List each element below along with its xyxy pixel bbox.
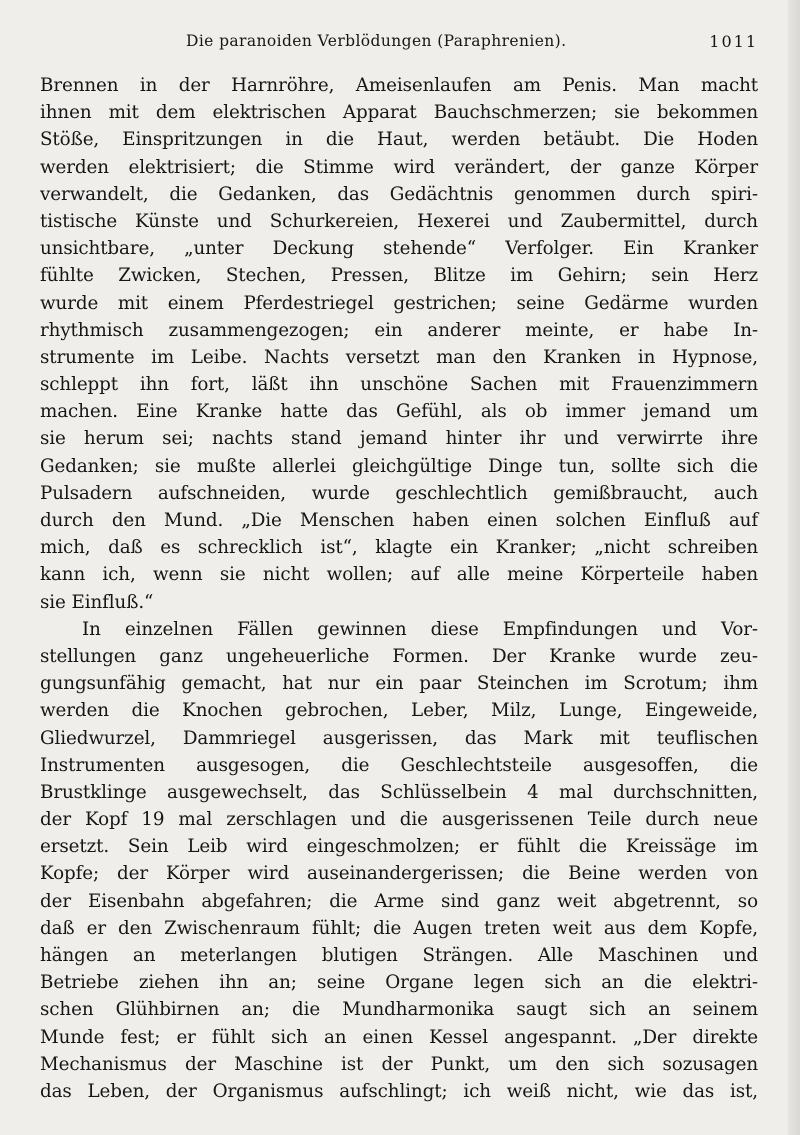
- text-line: rhythmisch zusammengezogen; ein anderer meinte, er habe In-: [40, 319, 758, 341]
- text-line: mich, daß es schrecklich ist“, klagte ein Kranker; „nicht schreiben: [40, 537, 758, 559]
- running-title: Die paranoiden Verblödungen (Paraphrenien).: [186, 32, 567, 50]
- text-line: werden die Knochen gebrochen, Leber, Milz, Lunge, Eingeweide,: [40, 700, 758, 722]
- text-line: schen Glühbirnen an; die Mundharmonika saugt sich an seinem: [40, 999, 758, 1021]
- text-line: ihnen mit dem elektrischen Apparat Bauchschmerzen; sie bekommen: [40, 102, 758, 124]
- text-line: der Kopf 19 mal zerschlagen und die ausgerissenen Teile durch neue: [40, 809, 758, 831]
- text-line: Betriebe ziehen ihn an; seine Organe legen sich an die elektri-: [40, 972, 758, 994]
- text-line: Mechanismus der Maschine ist der Punkt, um den sich sozusagen: [40, 1053, 758, 1075]
- text-line-paragraph-end: sie Einfluß.“: [40, 591, 154, 613]
- text-line: tistische Künste und Schurkereien, Hexerei und Zaubermittel, durch: [40, 210, 758, 232]
- text-line: der Eisenbahn abgefahren; die Arme sind ganz weit abgetrennt, so: [40, 890, 758, 912]
- text-line: Stöße, Einspritzungen in die Haut, werden betäubt. Die Hoden: [40, 129, 758, 151]
- body-text: [40, 72, 758, 1105]
- text-line: Gedanken; sie mußte allerlei gleichgültige Dinge tun, sollte sich die: [40, 455, 758, 477]
- text-line: stellungen ganz ungeheuerliche Formen. Der Kranke wurde zeu-: [40, 645, 758, 667]
- text-line: sie herum sei; nachts stand jemand hinter ihr und verwirrte ihre: [40, 428, 758, 450]
- text-line: Gliedwurzel, Dammriegel ausgerissen, das Mark mit teuflischen: [40, 727, 758, 749]
- text-line: fühlte Zwicken, Stechen, Pressen, Blitze im Gehirn; sein Herz: [40, 265, 758, 287]
- text-line: Brustklinge ausgewechselt, das Schlüsselbein 4 mal durchschnitten,: [40, 781, 758, 803]
- text-line: Munde fest; er fühlt sich an einen Kessel angespannt. „Der direkte: [40, 1026, 758, 1048]
- text-line: machen. Eine Kranke hatte das Gefühl, als ob immer jemand um: [40, 401, 758, 423]
- text-line: Instrumenten ausgesogen, die Geschlechtsteile ausgesoffen, die: [40, 754, 758, 776]
- text-line: Kopfe; der Körper wird auseinandergerissen; die Beine werden von: [40, 863, 758, 885]
- text-line: hängen an meterlangen blutigen Strängen. Alle Maschinen und: [40, 945, 758, 966]
- text-line: kann ich, wenn sie nicht wollen; auf alle meine Körperteile haben: [40, 564, 758, 586]
- text-line: durch den Mund. „Die Menschen haben einen solchen Einfluß auf: [40, 510, 758, 531]
- text-line: unsichtbare, „unter Deckung stehende“ Verfolger. Ein Kranker: [40, 238, 758, 260]
- text-line: schleppt ihn fort, läßt ihn unschöne Sachen mit Frauenzimmern: [40, 374, 758, 396]
- text-line: gungsunfähig gemacht, hat nur ein paar Steinchen im Scrotum; ihm: [40, 673, 758, 695]
- text-line: daß er den Zwischenraum fühlt; die Augen treten weit aus dem Kopfe,: [40, 917, 758, 939]
- page-number: 1011: [709, 32, 758, 51]
- text-line: Pulsadern aufschneiden, wurde geschlechtlich gemißbraucht, auch: [40, 482, 758, 504]
- text-line: strumente im Leibe. Nachts versetzt man den Kranken in Hypnose,: [40, 346, 758, 368]
- page-header: [40, 32, 758, 56]
- text-line-paragraph-start: In einzelnen Fällen gewinnen diese Empfindungen und Vor-: [82, 618, 758, 640]
- text-line: das Leben, der Organismus aufschlingt; ich weiß nicht, wie das ist,: [40, 1080, 758, 1102]
- text-line: werden elektrisiert; die Stimme wird verändert, der ganze Körper: [40, 156, 758, 178]
- text-line: verwandelt, die Gedanken, das Gedächtnis genommen durch spiri-: [40, 183, 758, 205]
- text-line: Brennen in der Harnröhre, Ameisenlaufen am Penis. Man macht: [40, 75, 758, 96]
- text-line: wurde mit einem Pferdestriegel gestrichen; seine Gedärme wurden: [40, 292, 758, 314]
- scan-edge: [788, 0, 800, 1135]
- text-line: ersetzt. Sein Leib wird eingeschmolzen; er fühlt die Kreissäge im: [40, 836, 758, 858]
